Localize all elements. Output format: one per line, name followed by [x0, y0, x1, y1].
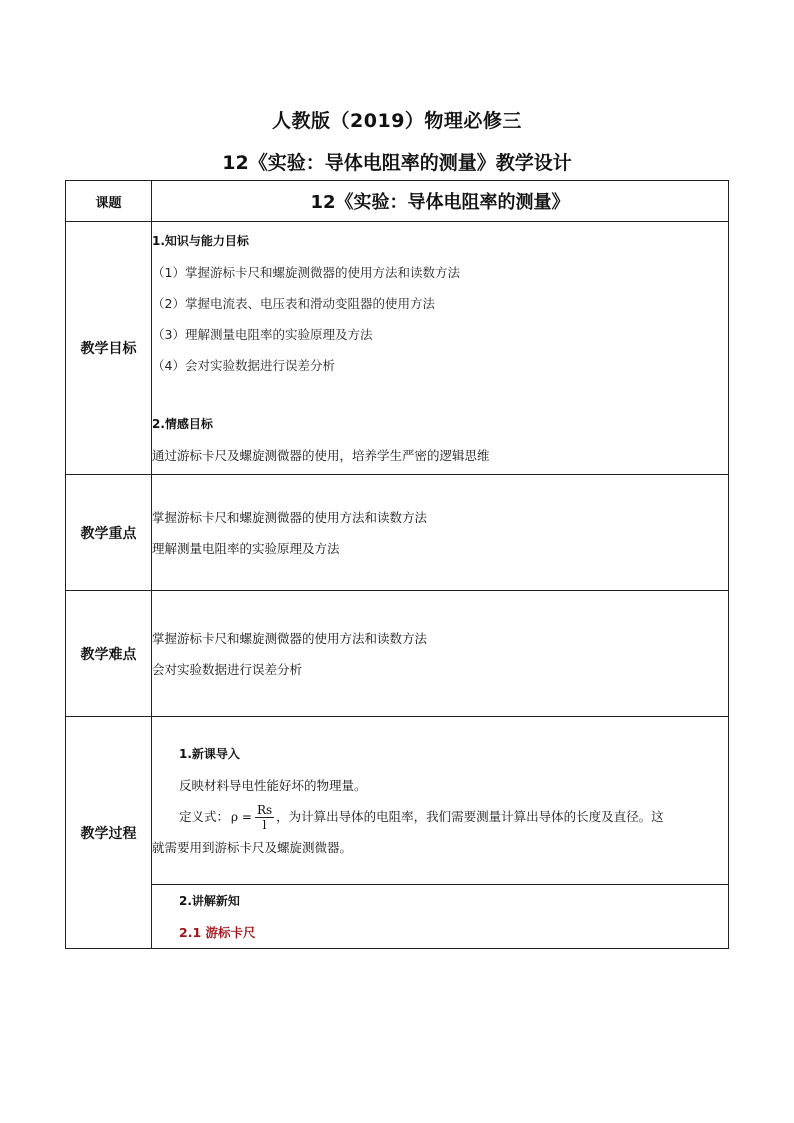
process-label: 教学过程	[66, 717, 152, 949]
process-part1	[152, 717, 729, 885]
definition-prefix: 定义式：	[179, 808, 230, 824]
goals-item: （2）掌握电流表、电压表和滑动变阻器的使用方法	[152, 295, 435, 311]
process-row-continued	[66, 885, 729, 949]
formula-fraction	[255, 803, 274, 832]
definition-rest: ，为计算出导体的电阻率，我们需要测量计算出导体的长度及直径。这	[276, 808, 664, 824]
key-points-row	[66, 475, 729, 591]
goals-section2-text: 通过游标卡尺及螺旋测微器的使用，培养学生严密的逻辑思维	[152, 447, 490, 463]
goals-row	[66, 222, 729, 475]
difficulty-item: 掌握游标卡尺和螺旋测微器的使用方法和读数方法	[152, 630, 428, 646]
goals-item: （4）会对实验数据进行误差分析	[152, 357, 335, 373]
key-point-item: 理解测量电阻率的实验原理及方法	[152, 540, 340, 556]
goals-item: （1）掌握游标卡尺和螺旋测微器的使用方法和读数方法	[152, 264, 460, 280]
process-part2	[152, 885, 729, 949]
formula-lhs: ρ =	[231, 810, 252, 824]
topic-row	[66, 181, 729, 222]
topic-value: 12《实验：导体电阻率的测量》	[152, 181, 729, 222]
key-points-label: 教学重点	[66, 475, 152, 591]
process-part2-heading: 2.讲解新知	[179, 893, 240, 908]
formula-numerator: Rs	[256, 802, 273, 817]
difficulties-content	[152, 591, 729, 717]
difficulties-label: 教学难点	[66, 591, 152, 717]
process-part1-heading: 1.新课导入	[179, 746, 240, 761]
difficulties-row	[66, 591, 729, 717]
key-points-content	[152, 475, 729, 591]
resistivity-formula	[231, 803, 274, 832]
process-part1-text: 反映材料导电性能好坏的物理量。	[179, 777, 367, 793]
goals-label: 教学目标	[66, 222, 152, 475]
goals-content	[152, 222, 729, 475]
definition-continuation: 就需要用到游标卡尺及螺旋测微器。	[152, 839, 353, 855]
topic-label: 课题	[66, 181, 152, 222]
difficulty-item: 会对实验数据进行误差分析	[152, 661, 303, 677]
document-subtitle: 12《实验：导体电阻率的测量》教学设计	[222, 152, 572, 174]
goals-section2-heading: 2.情感目标	[152, 416, 213, 431]
lesson-plan-table	[65, 180, 729, 949]
process-part2-subheading: 2.1 游标卡尺	[179, 924, 256, 940]
goals-item: （3）理解测量电阻率的实验原理及方法	[152, 326, 373, 342]
process-row	[66, 717, 729, 885]
definition-line	[152, 801, 728, 832]
document-title: 人教版（2019）物理必修三	[272, 110, 522, 132]
key-point-item: 掌握游标卡尺和螺旋测微器的使用方法和读数方法	[152, 509, 428, 525]
spacer	[152, 381, 728, 409]
goals-section1-heading: 1.知识与能力目标	[152, 233, 249, 248]
formula-denominator: l	[262, 817, 267, 832]
